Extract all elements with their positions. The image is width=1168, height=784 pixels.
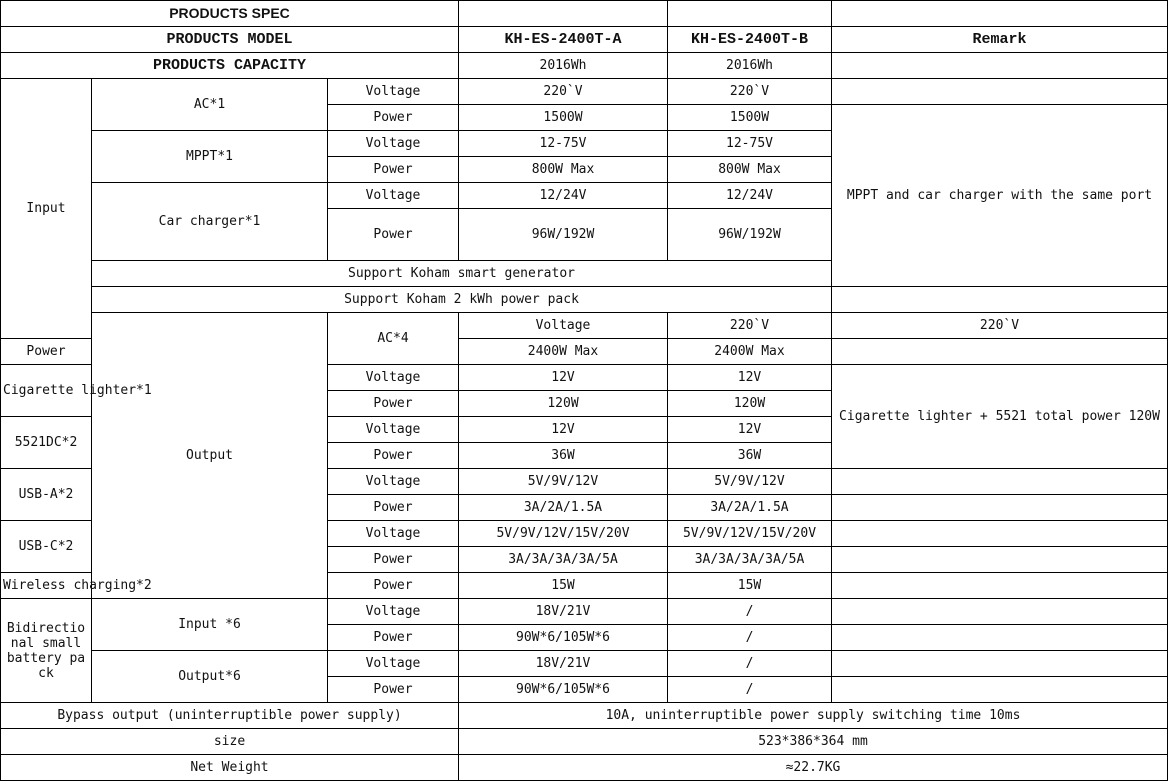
value-a: 120W [459, 391, 668, 417]
section-input: Input [1, 79, 92, 339]
weight-value: ≈22.7KG [459, 755, 1168, 781]
param-label: Power [328, 157, 459, 183]
value-a: 220`V [668, 313, 832, 339]
param-label: Voltage [459, 313, 668, 339]
table-row [1, 729, 1168, 755]
port-name: Cigarette lighter*1 [1, 365, 92, 417]
support-generator: Support Koham smart generator [92, 261, 832, 287]
value-b: 96W/192W [668, 209, 832, 261]
empty-cell [832, 651, 1168, 677]
value-a: 12V [459, 365, 668, 391]
empty-cell [832, 495, 1168, 521]
empty-cell [832, 287, 1168, 313]
param-label: Power [1, 339, 92, 365]
empty-cell [832, 677, 1168, 703]
value-b: 220`V [832, 313, 1168, 339]
value-a: 12V [459, 417, 668, 443]
empty-cell [832, 521, 1168, 547]
section-output: Output [92, 313, 328, 599]
value-b: 12-75V [668, 131, 832, 157]
empty-cell [832, 573, 1168, 599]
value-a: 220`V [459, 79, 668, 105]
value-b: 12/24V [668, 183, 832, 209]
model-b: KH-ES-2400T-B [668, 27, 832, 53]
param-label: Voltage [328, 651, 459, 677]
table-row [1, 313, 1168, 339]
value-a: 90W*6/105W*6 [459, 625, 668, 651]
capacity-a: 2016Wh [459, 53, 668, 79]
param-label: Power [328, 495, 459, 521]
port-name: MPPT*1 [92, 131, 328, 183]
port-name: USB-C*2 [1, 521, 92, 573]
empty-cell [832, 625, 1168, 651]
table-row [1, 79, 1168, 105]
table-row [1, 703, 1168, 729]
param-label: Power [328, 443, 459, 469]
table-row [1, 27, 1168, 53]
value-b: 3A/2A/1.5A [668, 495, 832, 521]
port-name: Input *6 [92, 599, 328, 651]
port-name: Output*6 [92, 651, 328, 703]
table-row [1, 755, 1168, 781]
value-a: 12-75V [459, 131, 668, 157]
param-label: Voltage [328, 521, 459, 547]
capacity-label: PRODUCTS CAPACITY [1, 53, 459, 79]
value-b: / [668, 677, 832, 703]
size-value: 523*386*364 mm [459, 729, 1168, 755]
param-label: Power [328, 677, 459, 703]
port-name: USB-A*2 [1, 469, 92, 521]
param-label: Voltage [328, 365, 459, 391]
value-b: 15W [668, 573, 832, 599]
value-b: 3A/3A/3A/3A/5A [668, 547, 832, 573]
model-label: PRODUCTS MODEL [1, 27, 459, 53]
value-b: / [668, 625, 832, 651]
value-b: 5V/9V/12V [668, 469, 832, 495]
value-a: 18V/21V [459, 651, 668, 677]
capacity-b: 2016Wh [668, 53, 832, 79]
param-label: Power [328, 105, 459, 131]
table-row [1, 1, 1168, 27]
empty-cell [832, 1, 1168, 27]
value-a: 90W*6/105W*6 [459, 677, 668, 703]
value-b: 1500W [668, 105, 832, 131]
value-a: 800W Max [459, 157, 668, 183]
param-label: Power [328, 391, 459, 417]
empty-cell [459, 1, 668, 27]
value-a: 3A/3A/3A/3A/5A [459, 547, 668, 573]
empty-cell [832, 599, 1168, 625]
value-a: 1500W [459, 105, 668, 131]
bypass-value: 10A, uninterruptible power supply switching time 10ms [459, 703, 1168, 729]
port-name: 5521DC*2 [1, 417, 92, 469]
param-label: Power [328, 547, 459, 573]
value-b: 12V [668, 417, 832, 443]
table-row [1, 53, 1168, 79]
value-b: 36W [668, 443, 832, 469]
value-b: 800W Max [668, 157, 832, 183]
value-a: 96W/192W [459, 209, 668, 261]
value-a: 12/24V [459, 183, 668, 209]
port-name: AC*1 [92, 79, 328, 131]
table-row [1, 287, 1168, 313]
empty-cell [832, 547, 1168, 573]
port-name: Car charger*1 [92, 183, 328, 261]
param-label: Voltage [328, 599, 459, 625]
value-a: 3A/2A/1.5A [459, 495, 668, 521]
param-label: Voltage [328, 79, 459, 105]
bypass-label: Bypass output (uninterruptible power supply) [1, 703, 459, 729]
remark-header: Remark [832, 27, 1168, 53]
value-b: 12V [668, 365, 832, 391]
value-b: 120W [668, 391, 832, 417]
value-a: 15W [459, 573, 668, 599]
empty-cell [832, 79, 1168, 105]
param-label: Power [328, 625, 459, 651]
weight-label: Net Weight [1, 755, 459, 781]
support-pack: Support Koham 2 kWh power pack [92, 287, 832, 313]
value-b: 2400W Max [668, 339, 832, 365]
value-a: 18V/21V [459, 599, 668, 625]
table-row [1, 599, 1168, 625]
value-b: 220`V [668, 79, 832, 105]
empty-cell [832, 469, 1168, 495]
remark-mppt-car: MPPT and car charger with the same port [832, 105, 1168, 287]
value-a: 5V/9V/12V [459, 469, 668, 495]
port-name: Wireless charging*2 [1, 573, 92, 599]
port-name: AC*4 [328, 313, 459, 365]
empty-cell [668, 1, 832, 27]
param-label: Voltage [328, 417, 459, 443]
section-battery: Bidirectional small battery pack [1, 599, 92, 703]
param-label: Power [328, 209, 459, 261]
value-a: 5V/9V/12V/15V/20V [459, 521, 668, 547]
model-a: KH-ES-2400T-A [459, 27, 668, 53]
param-label: Voltage [328, 131, 459, 157]
size-label: size [1, 729, 459, 755]
param-label: Power [328, 573, 459, 599]
value-b: 5V/9V/12V/15V/20V [668, 521, 832, 547]
spec-title: PRODUCTS SPEC [1, 1, 459, 27]
value-b: / [668, 599, 832, 625]
value-a: 2400W Max [459, 339, 668, 365]
value-b: / [668, 651, 832, 677]
param-label: Voltage [328, 469, 459, 495]
value-a: 36W [459, 443, 668, 469]
table-row [1, 651, 1168, 677]
param-label: Voltage [328, 183, 459, 209]
remark-cig-dc: Cigarette lighter + 5521 total power 120W [832, 365, 1168, 469]
empty-cell [832, 53, 1168, 79]
